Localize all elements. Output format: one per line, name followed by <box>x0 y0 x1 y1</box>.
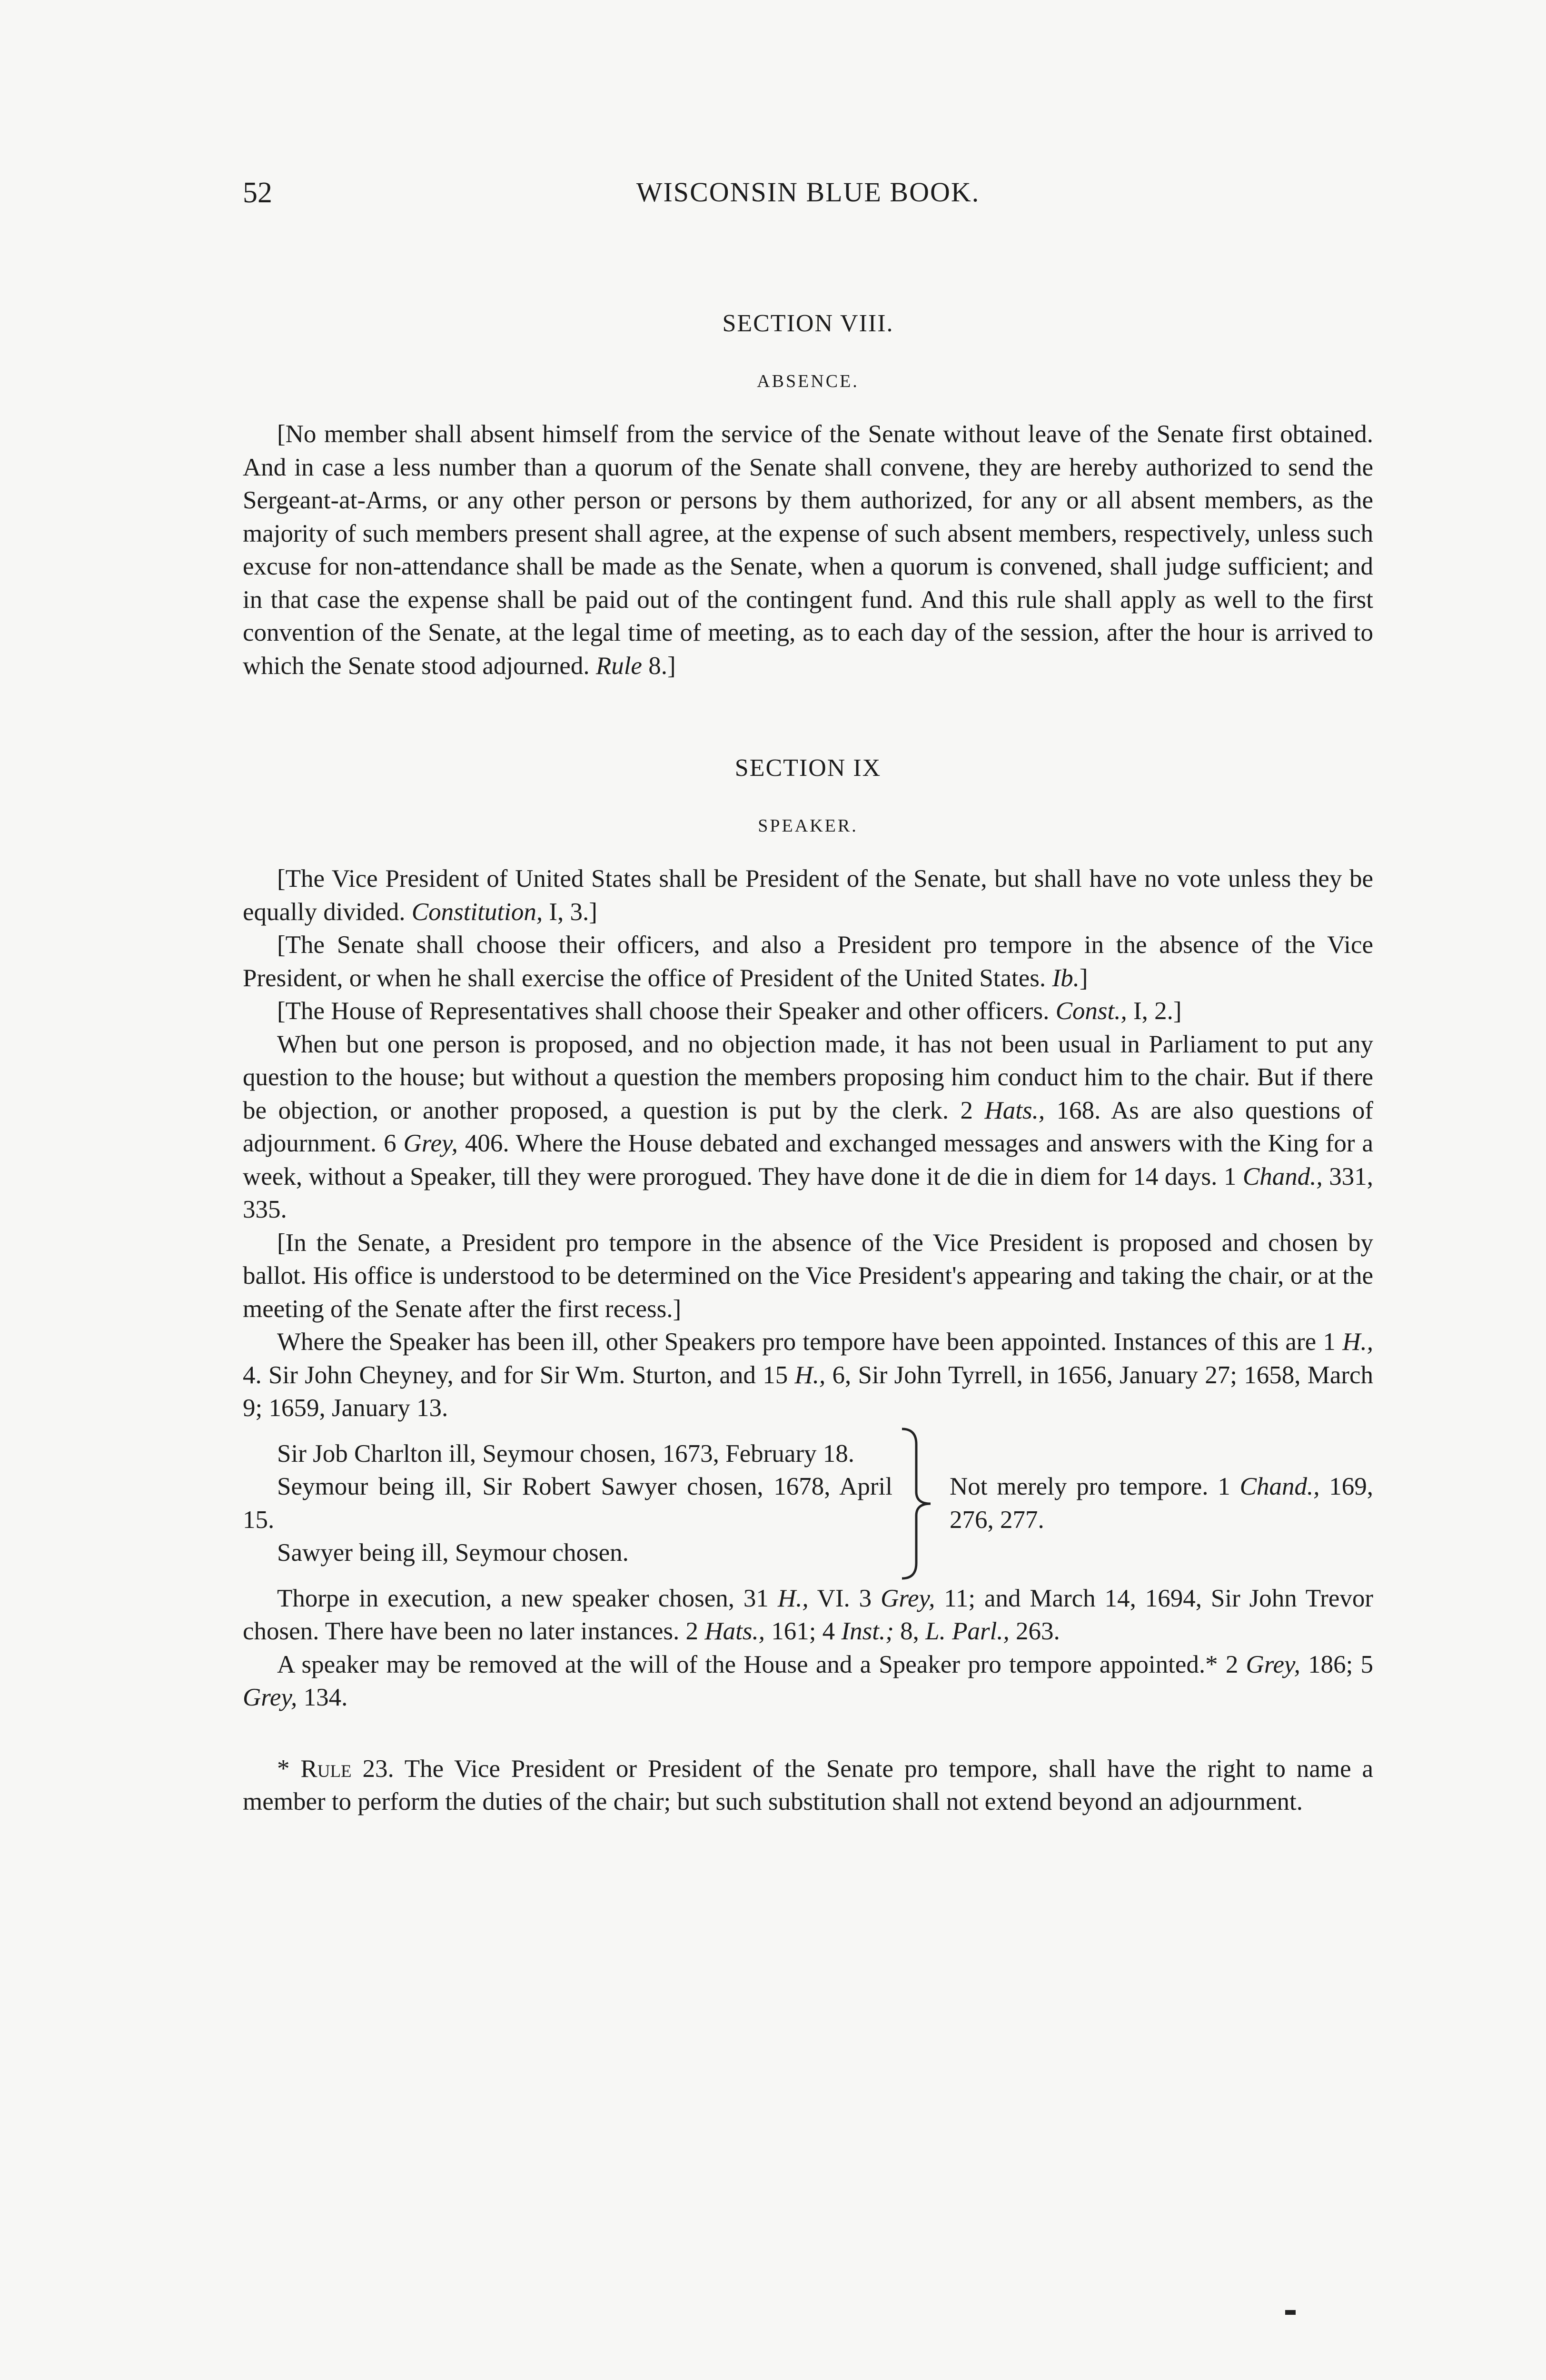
bracket-entry-2: Seymour being ill, Sir Robert Sawyer chosen, 1678, April 15. <box>243 1473 892 1534</box>
citation: Grey, <box>1246 1650 1300 1678</box>
citation: Grey, <box>243 1684 297 1711</box>
citation: H., <box>1342 1328 1374 1356</box>
speaker-paragraph-7: Thorpe in execution, a new speaker chosen, 31 H., VI. 3 Grey, 11; and March 14, 1694, Sir John Trevor chosen. There have been no later instances. 2 Hats., 161; 4 Inst.; 8, L. Parl., 263. <box>243 1584 1374 1645</box>
citation: Chand., <box>1239 1473 1320 1500</box>
citation: Inst.; <box>841 1617 894 1645</box>
citation: Grey, <box>403 1130 458 1157</box>
bracket-note: Not merely pro tempore. 1 Chand., 169, 276, 277. <box>950 1473 1373 1534</box>
section-8-subtitle: ABSENCE. <box>757 371 859 391</box>
bracket-left-entries <box>243 1438 892 1570</box>
bracket-entry-3: Sawyer being ill, Seymour chosen. <box>277 1539 629 1567</box>
footnote: * Rule 23. The Vice President or President of the Senate pro tempore, shall have the right to name a member to perform the duties of the chair; but such substitution shall not extend beyond an adjournment. <box>243 1755 1374 1815</box>
speaker-paragraph-3: [The House of Representatives shall choose their Speaker and other officers. Const., I, 2.] <box>277 997 1182 1025</box>
citation: Hats., <box>984 1096 1045 1124</box>
speaker-paragraph-2: [The Senate shall choose their officers, and also a President pro tempore in the absence of the Vice President, or when he shall exercise the office of President of the United States. Ib.] <box>243 931 1373 992</box>
section-9-title: SECTION IX <box>734 754 882 782</box>
curly-brace-icon <box>892 1425 945 1582</box>
absence-rule-paragraph: [No member shall absent himself from the service of the Senate without leave of the Senate first obtained. And in case a less number than a quorum of the Senate shall convene, they are hereby authorized to send the Sergeant-at-Arms, or any other person or persons by them authorized, for any or all absent members, as the majority of such members present shall agree, at the expense of such absent members, respectively, unless such excuse for non-attendance shall be made as the Senate, when a quorum is convened, shall judge sufficient; and in that case the expense shall be paid out of the contingent fund. And this rule shall apply as well to the first convention of the Senate, at the legal time of meeting, as to each day of the session, after the hour is arrived to which the Senate stood adjourned. Rule 8.] <box>243 420 1373 680</box>
citation: H., <box>777 1584 809 1612</box>
bracket-entry-1: Sir Job Charlton ill, Seymour chosen, 1673, February 18. <box>277 1439 854 1468</box>
citation: H., <box>794 1361 826 1389</box>
speaker-paragraph-4: When but one person is proposed, and no objection made, it has not been usual in Parliament to put any question to the house; but without a question the members proposing him conduct him to the chair. But if there be objection, or another proposed, a question is put by the clerk. 2 Hats., 168. As are also questions of adjournment. 6 Grey, 406. Where the House debated and exchanged messages and answers with the King for a week, without a Speaker, till they were prorogued. They have done it de die in diem for 14 days. 1 Chand., 331, 335. <box>243 1030 1374 1223</box>
ink-mark <box>1285 2310 1296 2315</box>
bracketed-instances <box>243 1425 1373 1582</box>
speaker-paragraph-5: [In the Senate, a President pro tempore in the absence of the Vice President is proposed and chosen by ballot. His office is understood to be determined on the Vice President's appearing and taking the chair, or at the meeting of the Senate after the first recess.] <box>243 1229 1373 1323</box>
citation: Constitution, <box>411 898 543 926</box>
section-8-title: SECTION VIII. <box>722 310 894 337</box>
section-9-subtitle: SPEAKER. <box>758 816 858 836</box>
speaker-paragraph-1: [The Vice President of United States shall be President of the Senate, but shall have no vote unless they be equally divided. Constitution, I, 3.] <box>243 865 1373 926</box>
speaker-paragraph-8: A speaker may be removed at the will of the House and a Speaker pro tempore appointed.* 2 Grey, 186; 5 Grey, 134. <box>243 1650 1373 1711</box>
citation: Hats., <box>704 1617 765 1645</box>
running-head <box>243 176 1373 233</box>
page <box>243 176 1373 1844</box>
citation: Rule <box>595 652 642 680</box>
footnote-divider <box>243 1715 1373 1734</box>
citation: Ib. <box>1052 964 1080 992</box>
citation: L. Parl., <box>925 1617 1010 1645</box>
citation: Grey, <box>881 1584 935 1612</box>
footnote-marker: * Rule 23. <box>277 1755 394 1783</box>
book-title: WISCONSIN BLUE BOOK. <box>636 177 980 208</box>
citation: Const., <box>1055 997 1127 1025</box>
speaker-paragraph-6: Where the Speaker has been ill, other Speakers pro tempore have been appointed. Instances of this are 1 H., 4. Sir John Cheyney, and for Sir Wm. Sturton, and 15 H., 6, Sir John Tyrrell, in 1656, January 27; 1658, March 9; 1659, January 13. <box>243 1328 1374 1422</box>
citation: Chand., <box>1242 1162 1323 1190</box>
page-number: 52 <box>243 177 272 209</box>
